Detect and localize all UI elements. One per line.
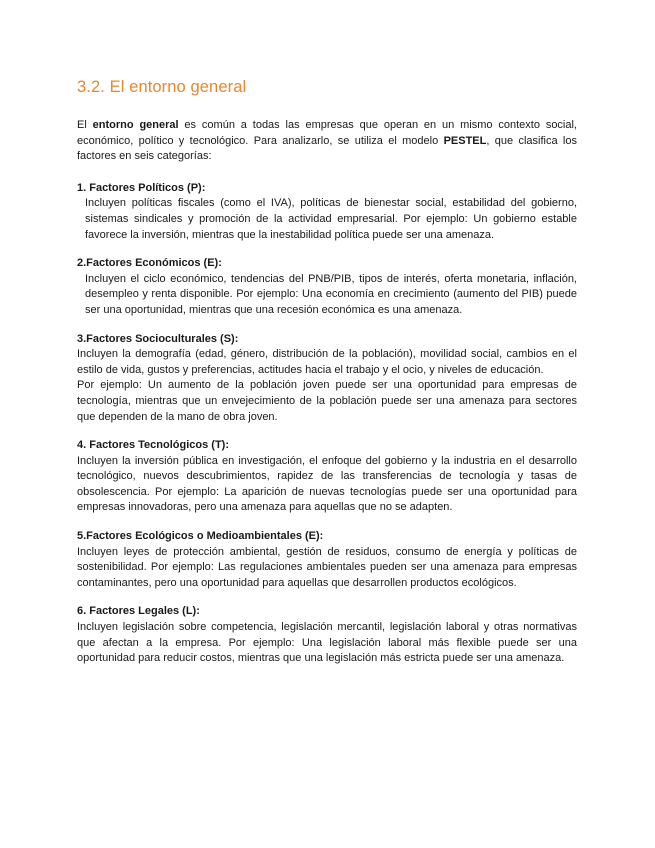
section-title: 2.Factores Económicos (E): [77, 257, 222, 270]
section-paragraph: Incluyen políticas fiscales (como el IVA), políticas de bienestar social, estabilidad del gobierno, sistemas sindicales y promoción de la actividad empresarial. Por ejemplo: Un gobierno estable favorece la inversión, mientras que la inestabilidad política puede ser una amenaza. [85, 197, 577, 241]
document-page [77, 76, 577, 680]
section-title: 4. Factores Tecnológicos (T): [77, 439, 229, 452]
intro-text-3: , que clasifica los factores en seis categorías: [77, 134, 577, 163]
section-ecologicos [77, 529, 577, 591]
intro-paragraph [77, 118, 577, 165]
section-paragraph: Por ejemplo: Un aumento de la población joven puede ser una oportunidad para empresas de tecnología, mientras que un envejecimiento de la población puede ser una amenaza para sectores que dependen de la mano de obra joven. [77, 379, 577, 423]
section-socioculturales [77, 332, 577, 426]
section-politicos [77, 181, 577, 243]
section-paragraph: Incluyen la inversión pública en investigación, el enfoque del gobierno y la industria en el desarrollo tecnológico, nuevos descubrimientos, rapidez de las transferencias de tecnología y tasas de obsolescencia. Por ejemplo: La aparición de nuevas tecnologías puede ser una oportunidad para empresas innovadoras, pero una amenaza para aquellas que no se adapten. [77, 454, 577, 514]
section-legales [77, 604, 577, 666]
intro-text-2: es común a todas las empresas que operan en un mismo contexto social, económico, político y tecnológico. Para analizarlo, se utiliza el modelo [77, 119, 577, 147]
section-paragraph: Incluyen la demografía (edad, género, distribución de la población), movilidad social, cambios en el estilo de vida, gustos y preferencias, actitudes hacia el trabajo y el ocio, y niveles de educación. [77, 348, 577, 376]
section-title: 5.Factores Ecológicos o Medioambientales (E): [77, 530, 324, 543]
section-title: 3.Factores Socioculturales (S): [77, 332, 239, 345]
section-title: 6. Factores Legales (L): [77, 605, 200, 618]
intro-text-1: El [77, 119, 93, 131]
section-title: 1. Factores Políticos (P): [77, 181, 206, 194]
section-heading: 3.2. El entorno general [77, 78, 247, 96]
section-tecnologicos [77, 438, 577, 516]
intro-bold-term: entorno general [92, 119, 179, 131]
section-economicos [77, 256, 577, 318]
section-paragraph: Incluyen el ciclo económico, tendencias del PNB/PIB, tipos de interés, oferta monetaria, inflación, desempleo y renta disponible. Por ejemplo: Una economía en crecimiento (aumento del PIB) puede ser una oportunidad, mientras que una recesión económica es una amenaza. [85, 272, 577, 316]
intro-bold-model: PESTEL [443, 134, 487, 147]
section-paragraph: Incluyen leyes de protección ambiental, gestión de residuos, consumo de energía y políticas de sostenibilidad. Por ejemplo: Las regulaciones ambientales pueden ser una amenaza para empresas contaminantes, pero una oportunidad para aquellas que desarrollen productos ecológicos. [77, 545, 577, 589]
section-paragraph: Incluyen legislación sobre competencia, legislación mercantil, legislación laboral y otras normativas que afectan a la empresa. Por ejemplo: Una legislación laboral más flexible puede ser una oportunidad para reducir costos, mientras que una legislación más estricta puede ser una amenaza. [77, 621, 577, 665]
